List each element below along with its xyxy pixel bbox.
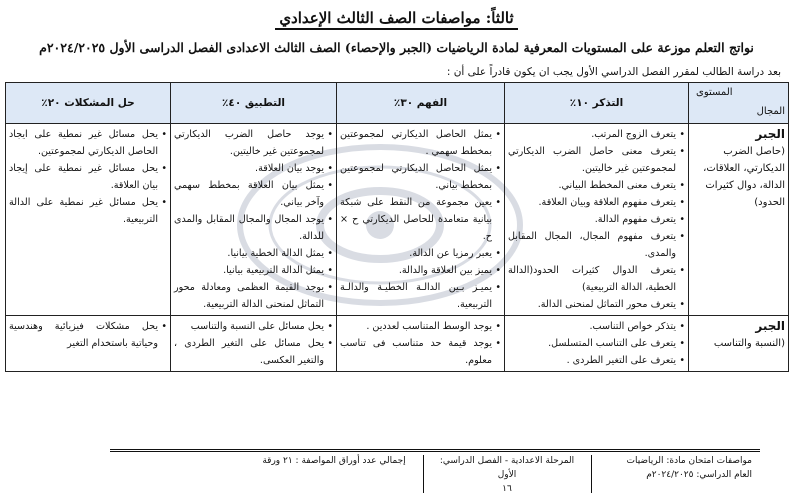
domain-cell <box>689 124 789 316</box>
outcomes-list <box>340 126 501 313</box>
outcome-item: • يتعرف على التغير الطردى . <box>508 352 685 369</box>
footer-spec-line1: مواصفات امتحان مادة: الرياضيات <box>626 456 752 466</box>
domain-description: (النسبة والتناسب <box>713 338 785 349</box>
outcome-item: • يميـز بـين الدالـة الخطيـة والدالـة التربيعية. <box>340 279 501 313</box>
section-heading: ثالثاً: مواصفات الصف الثالث الإعدادي <box>275 9 517 30</box>
outcome-item: • يعبر رمزيا عن الدالة. <box>340 245 501 262</box>
outcomes-list <box>174 126 333 313</box>
outcome-item: • يوجد قيمة حد متناسب فى تناسب معلوم. <box>340 335 501 369</box>
table-row <box>6 316 789 372</box>
outcomes-cell-solve <box>6 316 171 372</box>
outcome-item: • يميز بين العلاقة والدالة. <box>340 262 501 279</box>
outcomes-cell-understand <box>337 124 505 316</box>
outcome-item: • يتذكر خواص التناسب. <box>508 318 685 335</box>
table-header-row <box>6 83 789 124</box>
outcome-item: • يعين مجموعة من النقط على شبكة بيانية متعامدة للحاصل الديكارتي ح × ح. <box>340 194 501 245</box>
footer-separator <box>591 455 592 493</box>
outcomes-list <box>508 126 685 313</box>
axis-level-label: المستوى <box>696 87 733 98</box>
footer-spec-cell <box>602 454 752 482</box>
outcome-item: • يحل مسائل غير نمطية على ايجاد الحاصل الديكارتي لمجموعتين. <box>9 126 167 160</box>
outcome-item: • يتعرف الدوال كثيرات الحدود(الدالة الخطية، الدالة التربيعية) <box>508 262 685 296</box>
table-row <box>6 124 789 316</box>
outcome-item: • يمثل بيان العلاقة بمخطط سهمي وآخر بياني. <box>174 177 333 211</box>
outcome-item: • يتعرف معنى حاصل الضرب الديكارتي لمجموعتين غير خاليتين. <box>508 143 685 177</box>
outcomes-list <box>9 318 167 352</box>
domain-title: الجبر <box>755 319 785 333</box>
outcome-item: • يوجد الوسط المتناسب لعددين . <box>340 318 501 335</box>
footer-separator <box>423 455 424 493</box>
outcome-item: • يتعرف مفهوم العلاقة وبيان العلاقة. <box>508 194 685 211</box>
outcomes-cell-apply <box>171 316 337 372</box>
outcome-item: • يتعرف معنى المخطط البياني. <box>508 177 685 194</box>
domain-description: (حاصل الضرب الديكارتي، العلاقات، الدالة، دوال كثيرات الحدود) <box>703 146 785 208</box>
page-footer <box>110 449 760 496</box>
outcome-item: • يتعرف محور التماثل لمنحنى الدالة. <box>508 296 685 313</box>
footer-spec-line2: العام الدراسي: ٢٠٢٤/٢٠٢٥م <box>646 470 752 480</box>
outcome-item: • يحل مسائل على النسبة والتناسب <box>174 318 333 335</box>
outcome-item: • يحل مشكلات فيزيائية وهندسية وحياتية باستخدام التغير <box>9 318 167 352</box>
footer-page-number: ١٦ <box>502 484 512 494</box>
outcome-item: • يتعرف على التناسب المتسلسل. <box>508 335 685 352</box>
outcome-item: • يمثل الدالة الخطية بيانيا. <box>174 245 333 262</box>
outcome-item: • يمثل الحاصل الديكارتي لمجموعتين بمخطط بياني. <box>340 160 501 194</box>
outcomes-list <box>508 318 685 369</box>
outcome-item: • يوجد المجال والمجال المقابل والمدى للدالة. <box>174 211 333 245</box>
outcome-item: • يتعرف الزوج المرتب. <box>508 126 685 143</box>
header-remember: التذكر ١٠٪ <box>505 83 689 124</box>
outcomes-list <box>340 318 501 369</box>
axis-header-cell <box>689 83 789 124</box>
document-subtitle: نواتج التعلم موزعة على المستويات المعرفية لمادة الرياضيات (الجبر والإحصاء) الصف الثالث الاعدادى الفصل الدراسى الأول ٢٠٢٤/٢٠٢٥م <box>39 40 754 55</box>
outcomes-cell-apply <box>171 124 337 316</box>
header-solve: حل المشكلات ٢٠٪ <box>6 83 171 124</box>
outcome-item: • يمثل الحاصل الديكارتي لمجموعتين بمخطط سهمي . <box>340 126 501 160</box>
outcome-item: • يحل مسائل غير نمطية على الدالة التربيعية. <box>9 194 167 228</box>
specifications-table <box>5 82 789 372</box>
outcome-item: • يحل مسائل على التغير الطردى ، والتغير العكسى. <box>174 335 333 369</box>
header-understand: الفهم ٣٠٪ <box>337 83 505 124</box>
section-heading-wrap <box>0 8 793 30</box>
table-body <box>6 124 789 372</box>
outcomes-cell-solve <box>6 124 171 316</box>
outcome-item: • يوجد القيمة العظمى ومعادلة محور التماثل لمنحنى الدالة التربيعية. <box>174 279 333 313</box>
outcomes-cell-remember <box>505 316 689 372</box>
footer-stage-cell <box>432 454 582 496</box>
outcomes-cell-remember <box>505 124 689 316</box>
outcome-item: • يوجد حاصل الضرب الديكارتي لمجموعتين غير خاليتين. <box>174 126 333 160</box>
outcome-item: • يتعرف مفهوم المجال، المجال المقابل والمدى. <box>508 228 685 262</box>
footer-total-cell <box>254 454 414 468</box>
axis-domain-label: المجال <box>756 106 785 117</box>
outcome-item: • يمثل الدالة التربيعية بيانيا. <box>174 262 333 279</box>
outcome-item: • يوجد بيان العلاقة. <box>174 160 333 177</box>
outcomes-list <box>174 318 333 369</box>
outcomes-cell-understand <box>337 316 505 372</box>
outcomes-list <box>9 126 167 228</box>
intro-text: بعد دراسة الطالب لمقرر الفصل الدراسي الأول يجب ان يكون قادراً على أن : <box>446 66 781 78</box>
domain-title: الجبر <box>755 127 785 141</box>
footer-stage: المرحلة الاعدادية - الفصل الدراسي: الأول <box>439 456 575 480</box>
outcome-item: • يتعرف مفهوم الدالة. <box>508 211 685 228</box>
footer-total-pages: إجمالي عدد أوراق المواصفة : ٢١ ورقة <box>262 456 406 466</box>
domain-cell <box>689 316 789 372</box>
outcome-item: • يحل مسائل غير نمطية على إيجاد بيان العلاقة. <box>9 160 167 194</box>
header-apply: التطبيق ٤٠٪ <box>171 83 337 124</box>
